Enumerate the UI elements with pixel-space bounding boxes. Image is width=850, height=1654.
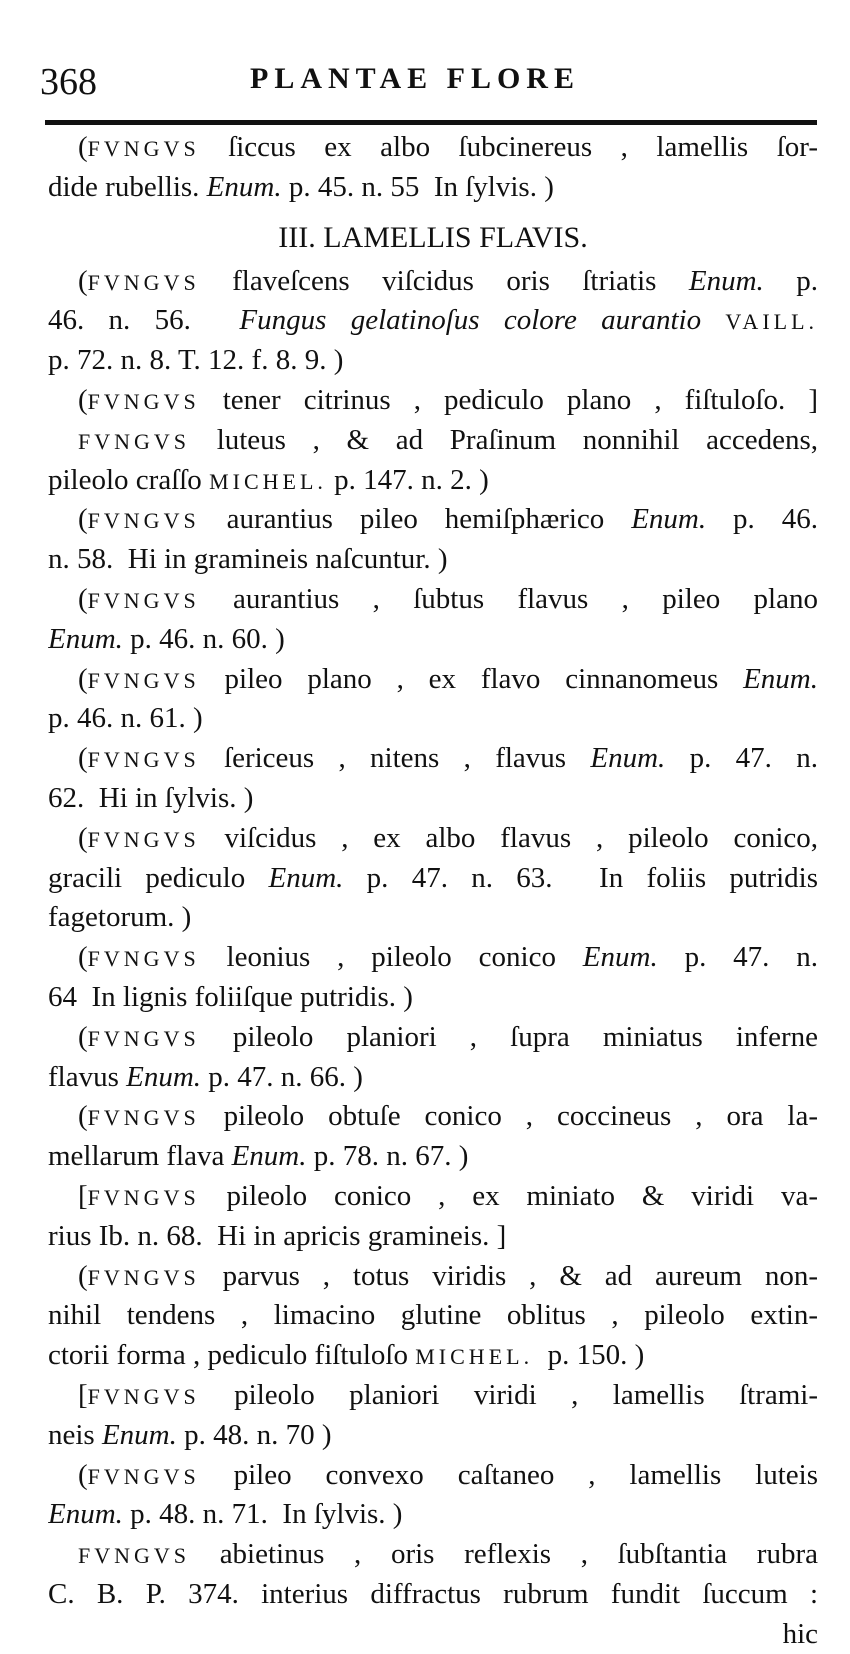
header-rule <box>45 120 817 125</box>
text-line: [FVNGVS pileolo planiori viridi , lamellis ſtrami- <box>78 1378 818 1411</box>
text-line: (FVNGVS flaveſcens viſcidus oris ſtriatis Enum. p. <box>78 264 818 297</box>
text-line: (FVNGVS aurantius pileo hemiſphærico Enum. p. 46. <box>78 503 818 536</box>
text-line: FVNGVS abietinus , oris reflexis , ſubſtantia rubra <box>78 1538 818 1571</box>
text-line: 62. Hi in ſylvis. ) <box>48 781 254 814</box>
text-line: (FVNGVS parvus , totus viridis , & ad aureum non- <box>78 1259 818 1292</box>
text-line: 64 In lignis foliiſque putridis. ) <box>48 980 413 1013</box>
text-line: (FVNGVS leonius , pileolo conico Enum. p. 47. n. <box>78 941 818 974</box>
text-line: p. 46. n. 61. ) <box>48 702 203 735</box>
page-number: 368 <box>40 61 97 103</box>
text-line: (FVNGVS ſericeus , nitens , flavus Enum. p. 47. n. <box>78 742 818 775</box>
text-line: Enum. p. 46. n. 60. ) <box>48 622 285 655</box>
text-line: (FVNGVS ſiccus ex albo ſubcinereus , lamellis ſor- <box>78 131 818 163</box>
text-line: (FVNGVS pileolo obtuſe conico , coccineus , ora la- <box>78 1100 818 1133</box>
text-line: (FVNGVS pileo convexo caſtaneo , lamellis luteis <box>78 1458 818 1491</box>
text-line: flavus Enum. p. 47. n. 66. ) <box>48 1060 363 1093</box>
text-line: gracili pediculo Enum. p. 47. n. 63. In foliis putridis <box>48 861 818 894</box>
page-header <box>40 60 820 110</box>
text-line: 46. n. 56. Fungus gelatinoſus colore aurantio VAILL. <box>48 304 818 337</box>
body-text <box>48 128 818 1654</box>
text-line: mellarum flava Enum. p. 78. n. 67. ) <box>48 1140 469 1173</box>
text-line: (FVNGVS aurantius , ſubtus flavus , pileo plano <box>78 582 818 615</box>
text-line: (FVNGVS tener citrinus , pediculo plano , fiſtuloſo. ] <box>78 383 818 416</box>
text-line: neis Enum. p. 48. n. 70 ) <box>48 1418 332 1451</box>
text-line: (FVNGVS viſcidus , ex albo flavus , pileolo conico, <box>78 821 818 854</box>
section-heading: III. LAMELLIS FLAVIS. <box>278 220 588 254</box>
text-line: hic <box>782 1617 818 1650</box>
text-line: p. 72. n. 8. T. 12. f. 8. 9. ) <box>48 344 344 377</box>
text-line: dide rubellis. Enum. p. 45. n. 55 In ſylvis. ) <box>48 170 554 203</box>
text-line: rius Ib. n. 68. Hi in apricis gramineis. ] <box>48 1219 507 1252</box>
text-line: FVNGVS luteus , & ad Praſinum nonnihil accedens, <box>78 423 818 456</box>
text-line: nihil tendens , limacino glutine oblitus , pileolo extin- <box>48 1299 818 1332</box>
text-line: Enum. p. 48. n. 71. In ſylvis. ) <box>48 1498 403 1531</box>
text-line: (FVNGVS pileo plano , ex flavo cinnanomeus Enum. <box>78 662 818 695</box>
text-line: [FVNGVS pileolo conico , ex miniato & viridi va- <box>78 1179 818 1212</box>
text-line: n. 58. Hi in gramineis naſcuntur. ) <box>48 543 448 576</box>
text-line: ctorii forma , pediculo fiſtuloſo MICHEL. p. 150. ) <box>48 1339 645 1372</box>
text-line: (FVNGVS pileolo planiori , ſupra miniatus inferne <box>78 1020 818 1053</box>
text-line: pileolo craſſo MICHEL. p. 147. n. 2. ) <box>48 463 489 496</box>
text-line: C. B. P. 374. interius diffractus rubrum fundit ſuccum : <box>48 1577 818 1610</box>
running-head: PLANTAE FLORE <box>250 62 580 95</box>
text-line: fagetorum. ) <box>48 901 192 934</box>
